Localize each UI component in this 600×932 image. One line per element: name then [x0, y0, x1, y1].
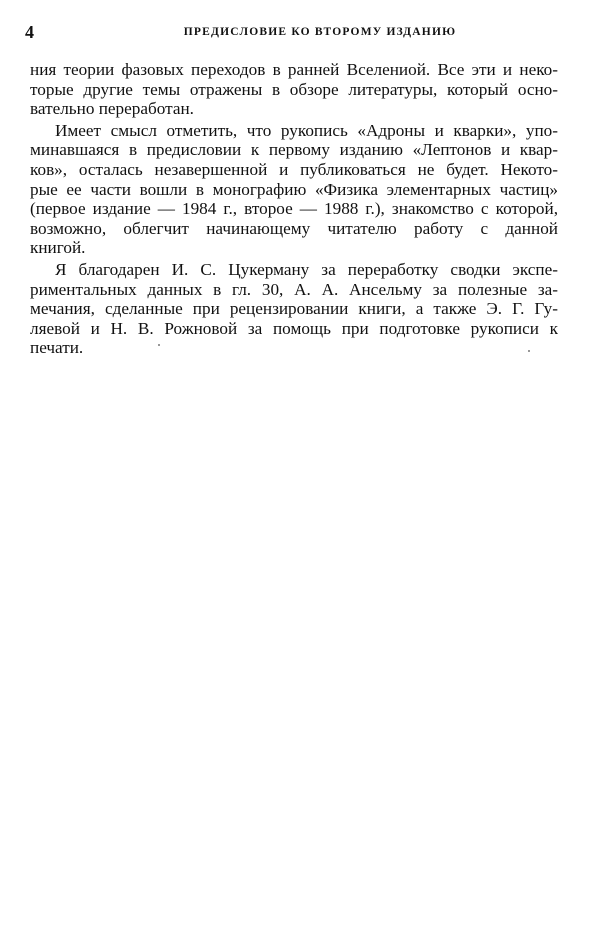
- text-line: печати.: [30, 338, 84, 358]
- paragraph-2: [30, 121, 558, 258]
- text-line: ния теории фазовых переходов в ранней Вселениой. Все эти и неко-: [30, 60, 558, 79]
- text-line: рые ее части вошли в монографию «Физика элементарных частиц»: [30, 179, 558, 199]
- text-line: книгой.: [30, 238, 86, 258]
- text-line: торые другие темы отражены в обзоре литературы, который осно-: [30, 79, 558, 99]
- text-line: вательно переработан.: [30, 99, 194, 119]
- text-body: [30, 60, 558, 360]
- text-line: (первое издание — 1984 г., второе — 1988 г.), знакомство с которой,: [30, 199, 558, 219]
- text-line: минавшаяся в предисловии к первому изданию «Лептонов и квар-: [30, 140, 558, 160]
- text-line: ков», осталась незавершенной и публиковаться не будет. Некото-: [30, 159, 558, 179]
- text-line: Имеет смысл отметить, что рукопись «Адроны и кварки», упо-: [55, 120, 558, 140]
- text-line: возможно, облегчит начинающему читателю работу с данной: [30, 218, 558, 238]
- text-line: мечания, сделанные при рецензировании книги, а также Э. Г. Гу-: [30, 299, 558, 319]
- page-number: 4: [25, 22, 34, 42]
- text-line: ляевой и Н. В. Рожновой за помощь при подготовке рукописи к: [30, 318, 558, 338]
- running-head: ПРЕДИСЛОВИЕ КО ВТОРОМУ ИЗДАНИЮ: [183, 26, 457, 38]
- paragraph-1: [30, 60, 558, 119]
- page-header: [25, 22, 575, 42]
- text-line: Я благодарен И. С. Цукерману за переработку сводки экспе-: [55, 259, 558, 279]
- scan-speck: [528, 350, 530, 352]
- scan-speck: [158, 344, 160, 346]
- paragraph-3: [30, 260, 558, 358]
- text-line: риментальных данных в гл. 30, А. А. Ансельму за полезные за-: [30, 279, 558, 299]
